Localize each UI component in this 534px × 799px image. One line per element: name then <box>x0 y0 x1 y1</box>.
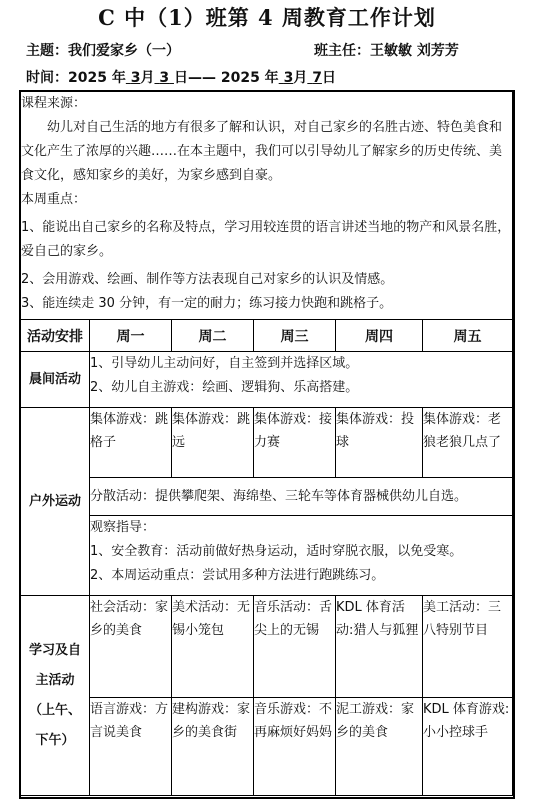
corner-header: 活动安排 <box>21 320 90 352</box>
group-game-mon: 集体游戏：跳格子 <box>90 408 172 478</box>
focus-item: 3、能连续走 30 分钟，有一定的耐力；练习接力快跑和跳格子。 <box>21 296 393 311</box>
learning-activity-fri: 美工活动：三八特别节目 <box>423 596 513 698</box>
observe-heading: 观察指导： <box>90 520 156 535</box>
group-game-thu: 集体游戏：投球 <box>336 408 423 478</box>
day-header-mon: 周一 <box>90 320 172 352</box>
learning-game-tue: 建构游戏：家乡的美食街 <box>172 698 254 796</box>
time-label: 时间： <box>26 70 68 86</box>
day-header-thu: 周四 <box>336 320 423 352</box>
source-heading: 课程来源： <box>21 96 87 111</box>
scattered-activity: 分散活动：提供攀爬架、海绵垫、三轮车等体育器械供幼儿自选。 <box>90 478 513 516</box>
observe-line: 2、本周运动重点：尝试用多种方法进行跑跳练习。 <box>90 568 385 583</box>
learning-game-thu: 泥工游戏：家乡的美食 <box>336 698 423 796</box>
learning-label-line: 学习及自 <box>28 642 81 658</box>
teacher-field <box>314 40 459 60</box>
learning-label-line: 主活动 <box>35 672 75 688</box>
learning-game-wed: 音乐游戏：不再麻烦好妈妈 <box>254 698 336 796</box>
intro-section <box>21 92 513 320</box>
page-title: C 中（1）班第 4 周教育工作计划 <box>98 5 436 30</box>
learning-game-mon: 语言游戏：方言说美食 <box>90 698 172 796</box>
theme-label: 主题： <box>26 43 68 59</box>
plan-table <box>20 91 513 796</box>
theme-field <box>26 40 180 60</box>
teacher-value: 王敏敏 刘芳芳 <box>370 43 459 59</box>
end-day: 7 <box>312 70 322 86</box>
group-game-tue: 集体游戏：跳远 <box>172 408 254 478</box>
focus-item: 2、会用游戏、绘画、制作等方法表现自己对家乡的认识及情感。 <box>21 272 394 287</box>
row-label-learning <box>21 596 90 796</box>
morning-line: 1、引导幼儿主动问好，自主签到并选择区域。 <box>90 356 359 371</box>
start-year: 2025 年 <box>68 70 126 86</box>
group-game-fri: 集体游戏：老狼老狼几点了 <box>423 408 513 478</box>
day-header-wed: 周三 <box>254 320 336 352</box>
observation-guidance <box>90 516 513 596</box>
focus-heading: 本周重点： <box>21 192 87 207</box>
start-month: 3 <box>130 70 141 86</box>
row-label-morning: 晨间活动 <box>21 352 90 408</box>
start-day: 3 <box>159 70 170 86</box>
observe-line: 1、安全教育：活动前做好热身运动，适时穿脱衣服，以免受寒。 <box>90 544 463 559</box>
end-year: 2025 年 <box>220 70 279 86</box>
learning-game-fri: KDL 体育游戏:小小控球手 <box>423 698 513 796</box>
month-char: 月 <box>140 70 155 86</box>
theme-value: 我们爱家乡（一） <box>68 43 180 59</box>
learning-activity-wed: 音乐活动：舌尖上的无锡 <box>254 596 336 698</box>
morning-activity <box>90 352 513 408</box>
learning-activity-tue: 美术活动：无锡小笼包 <box>172 596 254 698</box>
learning-activity-thu: KDL 体育活动:猎人与狐狸 <box>336 596 423 698</box>
learning-label-line: 下午） <box>35 732 75 748</box>
end-day-char: 日 <box>321 70 336 86</box>
day-header-tue: 周二 <box>172 320 254 352</box>
morning-line: 2、幼儿自主游戏：绘画、逻辑狗、乐高搭建。 <box>90 380 359 395</box>
end-month: 3 <box>283 70 294 86</box>
source-text: 幼儿对自己生活的地方有很多了解和认识，对自己家乡的名胜古迹、特色美食和文化产生了浓厚的兴趣……在本主题中，我们可以引导幼儿了解家乡的历史传统、美食文化，感知家乡的美好，为家乡感到自豪。 <box>21 120 503 183</box>
end-month-char: 月 <box>293 70 308 86</box>
teacher-label: 班主任： <box>314 43 370 59</box>
row-label-outdoor: 户外运动 <box>21 408 90 596</box>
date-range <box>26 67 336 87</box>
day-header-fri: 周五 <box>423 320 513 352</box>
learning-activity-mon: 社会活动：家乡的美食 <box>90 596 172 698</box>
day-separator: 日—— <box>173 70 216 86</box>
focus-item: 1、能说出自己家乡的名称及特点，学习用较连贯的语言讲述当地的物产和风景名胜，爱自己的家乡。 <box>21 220 511 259</box>
group-game-wed: 集体游戏：接力赛 <box>254 408 336 478</box>
learning-label-line: （上午、 <box>28 702 81 718</box>
